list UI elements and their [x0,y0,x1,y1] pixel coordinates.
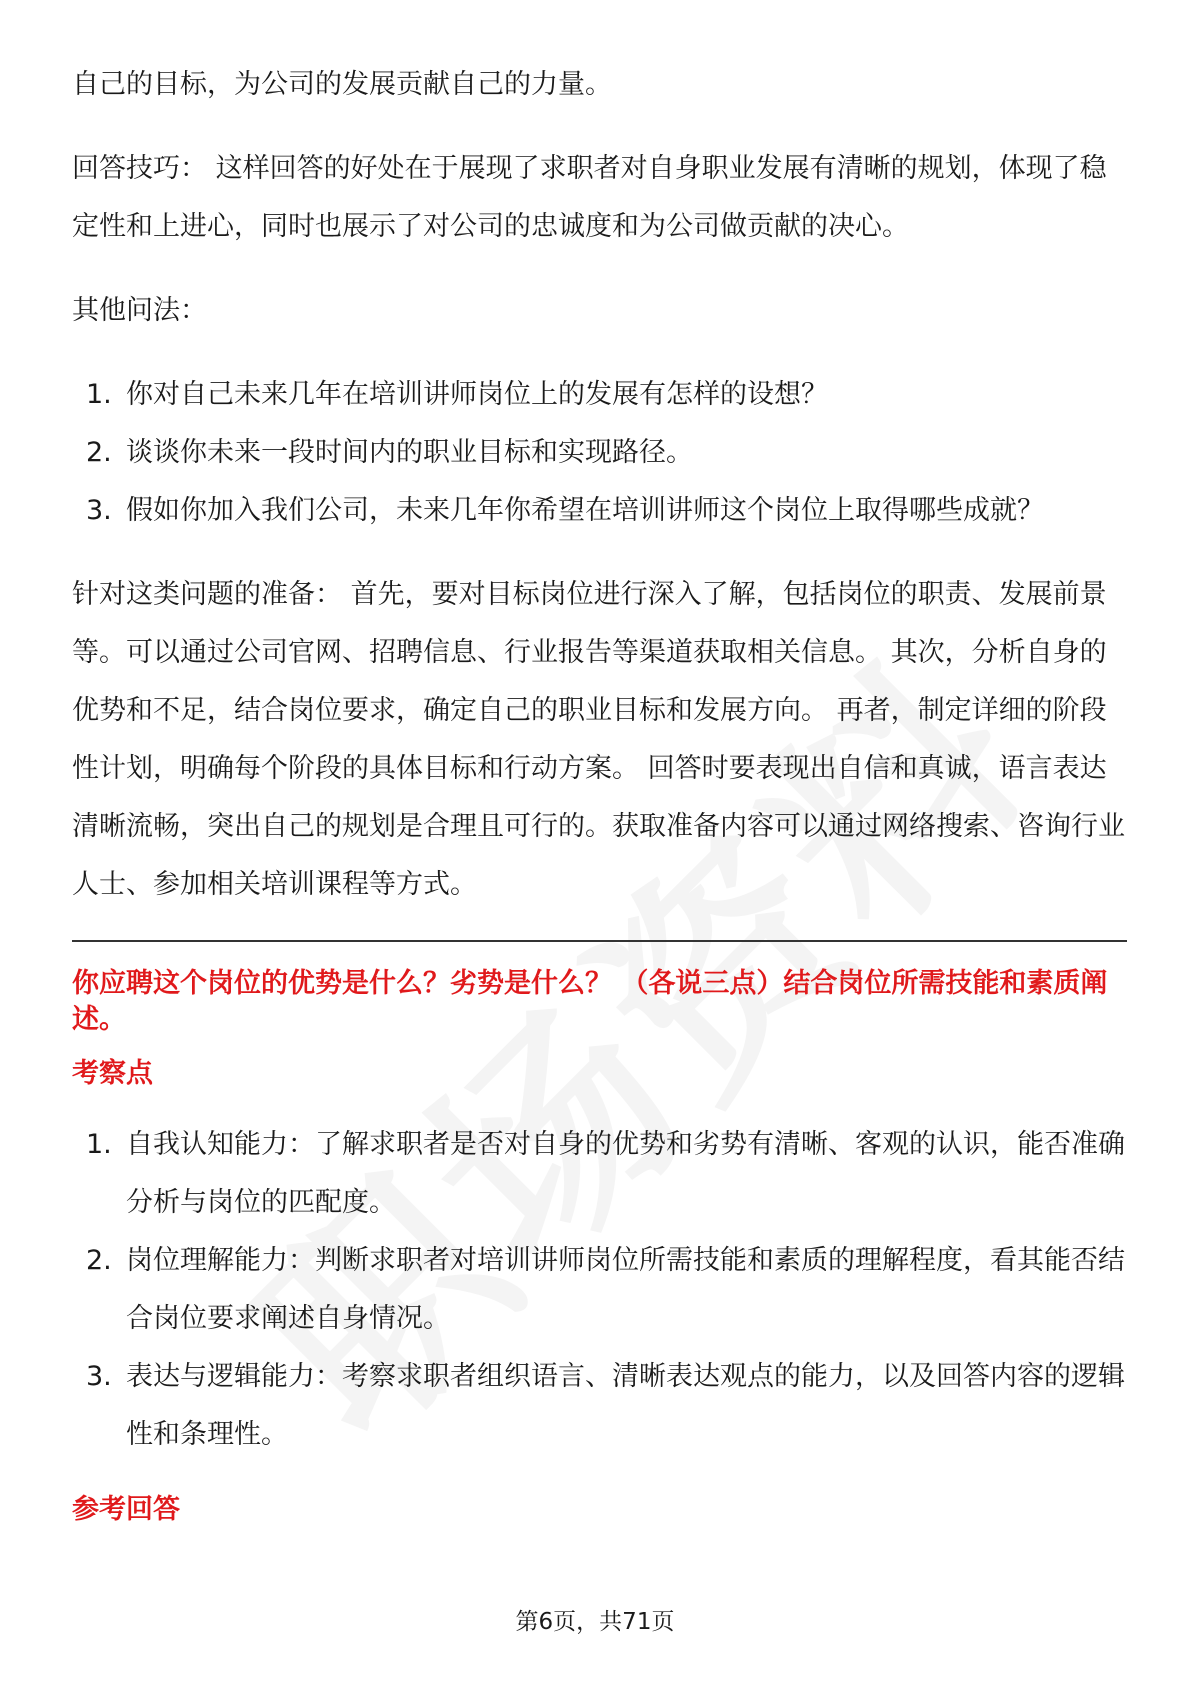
list-number: 3. [86,495,112,526]
list-item [72,482,1127,540]
page-content [72,56,1127,1530]
list-number: 2. [86,1245,112,1276]
list-item [72,1348,1127,1464]
list-item [72,1116,1127,1232]
list-number: 1. [86,379,112,410]
page-number-footer: 第6页，共71页 [515,1609,675,1635]
list-text: 岗位理解能力：判断求职者对培训讲师岗位所需技能和素质的理解程度，看其能否结合岗位要求阐述自身情况。 [126,1245,1125,1334]
list-text: 假如你加入我们公司，未来几年你希望在培训讲师这个岗位上取得哪些成就？ [126,495,1044,526]
list-number: 1. [86,1129,112,1160]
list-text: 谈谈你未来一段时间内的职业目标和实现路径。 [126,437,693,468]
other-questions-list [72,366,1127,540]
list-text: 自我认知能力：了解求职者是否对自身的优势和劣势有清晰、客观的认识，能否准确分析与岗位的匹配度。 [126,1129,1125,1218]
other-questions-label: 其他问法： [72,295,207,326]
list-text: 表达与逻辑能力：考察求职者组织语言、清晰表达观点的能力，以及回答内容的逻辑性和条理性。 [126,1361,1125,1450]
list-item [72,424,1127,482]
interview-question-heading: 你应聘这个岗位的优势是什么？劣势是什么？ （各说三点）结合岗位所需技能和素质阐述。 [72,968,1108,1035]
list-item [72,366,1127,424]
list-number: 2. [86,437,112,468]
list-item [72,1232,1127,1348]
examination-points-list [72,1116,1127,1464]
paragraph-continuation: 自己的目标，为公司的发展贡献自己的力量。 [72,69,612,100]
reference-answer-heading: 参考回答 [72,1494,180,1525]
examination-points-heading: 考察点 [72,1058,153,1089]
section-divider [72,940,1127,942]
list-number: 3. [86,1361,112,1392]
list-text: 你对自己未来几年在培训讲师岗位上的发展有怎样的设想？ [126,379,828,410]
answer-tip: 回答技巧： 这样回答的好处在于展现了求职者对自身职业发展有清晰的规划，体现了稳定性和上进心，同时也展示了对公司的忠诚度和为公司做贡献的决心。 [72,153,1107,242]
preparation-paragraph: 针对这类问题的准备： 首先，要对目标岗位进行深入了解，包括岗位的职责、发展前景等。可以通过公司官网、招聘信息、行业报告等渠道获取相关信息。 其次，分析自身的优势和不足，结合岗位要求，确定自己的职业目标和发展方向。 再者，制定详细的阶段性计划，明确每个阶段的具体目标和行动方案。 回答时要表现出自信和真诚，语言表达清晰流畅，突出自己的规划是合理且可行的。获取准备内容可以通过网络搜索、咨询行业人士、参加相关培训课程等方式。 [72,579,1125,900]
